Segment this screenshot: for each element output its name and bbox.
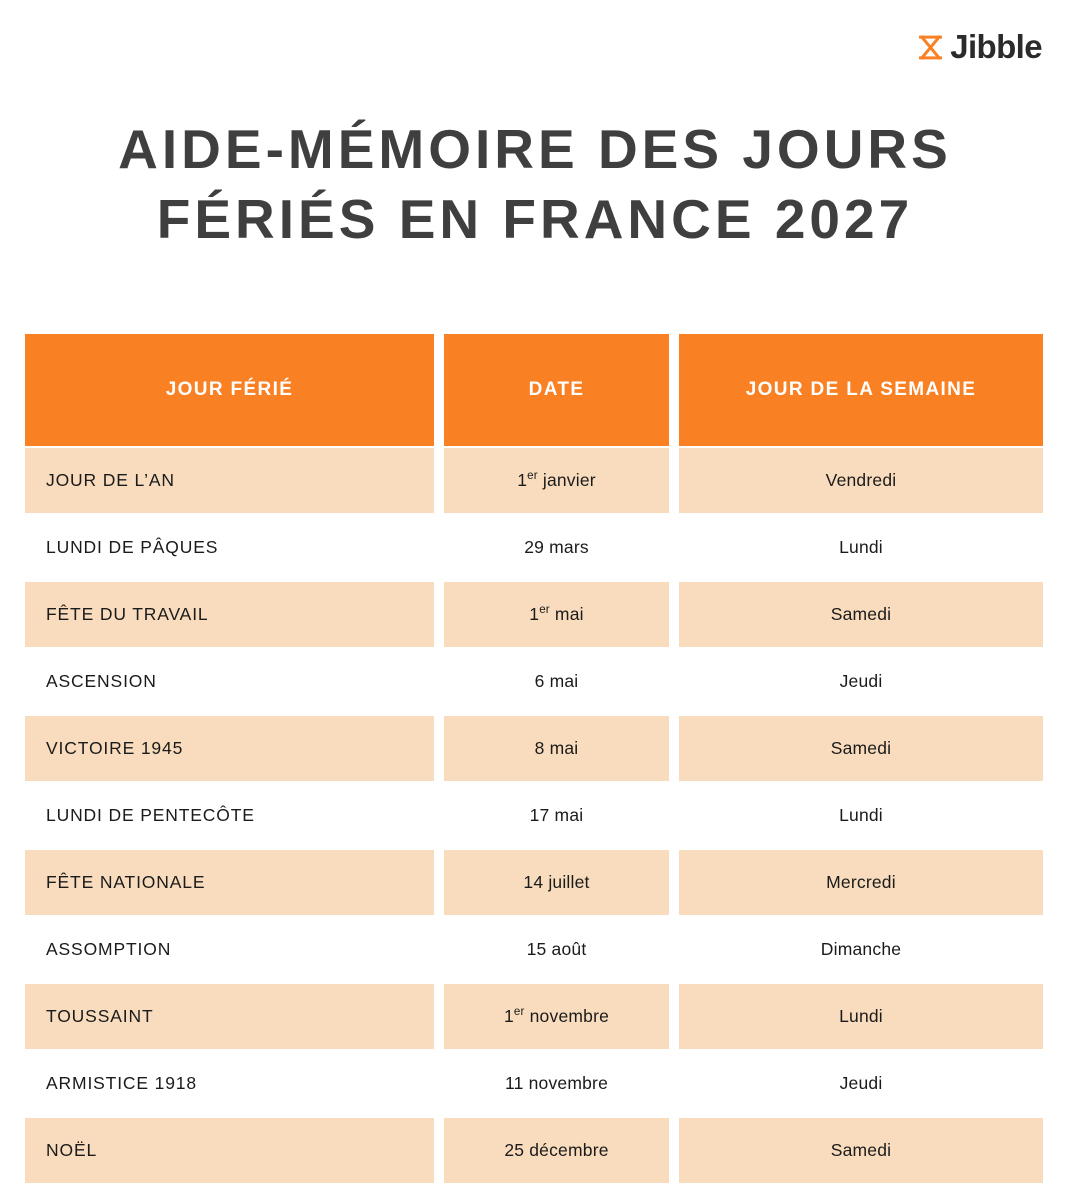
date-month: janvier bbox=[537, 470, 596, 490]
date-day-number: 1 bbox=[503, 1006, 514, 1026]
cell-holiday-name: FÊTE NATIONALE bbox=[25, 850, 434, 915]
table-row bbox=[25, 448, 1043, 513]
cell-holiday-name: LUNDI DE PENTECÔTE bbox=[25, 783, 434, 848]
cell-date: 6 mai bbox=[444, 649, 669, 714]
cell-weekday: Lundi bbox=[679, 783, 1043, 848]
cell-date: 14 juillet bbox=[444, 850, 669, 915]
cell-holiday-name: LUNDI DE PÂQUES bbox=[25, 515, 434, 580]
table-row bbox=[25, 850, 1043, 915]
cell-weekday: Samedi bbox=[679, 582, 1043, 647]
table-row bbox=[25, 649, 1043, 714]
cell-date: 15 août bbox=[444, 917, 669, 982]
column-header-weekday: JOUR DE LA SEMAINE bbox=[679, 334, 1043, 446]
cell-weekday: Jeudi bbox=[679, 1051, 1043, 1116]
date-month: mai bbox=[549, 604, 584, 624]
cell-holiday-name: TOUSSAINT bbox=[25, 984, 434, 1049]
date-ordinal-suffix: er bbox=[527, 470, 538, 483]
cell-weekday: Lundi bbox=[679, 515, 1043, 580]
date-day-number: 1 bbox=[529, 604, 540, 624]
table-body bbox=[25, 448, 1043, 1183]
cell-weekday: Samedi bbox=[679, 1118, 1043, 1183]
table-header bbox=[25, 334, 1043, 446]
cell-holiday-name: ARMISTICE 1918 bbox=[25, 1051, 434, 1116]
table-row bbox=[25, 582, 1043, 647]
cell-date bbox=[444, 582, 669, 647]
cell-weekday: Jeudi bbox=[679, 649, 1043, 714]
cell-date: 29 mars bbox=[444, 515, 669, 580]
cell-holiday-name: NOËL bbox=[25, 1118, 434, 1183]
cell-weekday: Vendredi bbox=[679, 448, 1043, 513]
table-row bbox=[25, 1118, 1043, 1183]
cell-date bbox=[444, 984, 669, 1049]
table-header-row bbox=[25, 334, 1043, 446]
cell-date bbox=[444, 448, 669, 513]
cell-holiday-name: ASCENSION bbox=[25, 649, 434, 714]
cell-holiday-name: JOUR DE L’AN bbox=[25, 448, 434, 513]
cell-holiday-name: VICTOIRE 1945 bbox=[25, 716, 434, 781]
date-ordinal-suffix: er bbox=[513, 1006, 525, 1019]
column-header-date: DATE bbox=[444, 334, 669, 446]
holidays-table bbox=[15, 332, 1053, 1185]
cell-holiday-name: ASSOMPTION bbox=[25, 917, 434, 982]
cell-weekday: Mercredi bbox=[679, 850, 1043, 915]
table-row bbox=[25, 1051, 1043, 1116]
cell-date: 11 novembre bbox=[444, 1051, 669, 1116]
jibble-logo[interactable] bbox=[916, 27, 1042, 65]
cell-weekday: Samedi bbox=[679, 716, 1043, 781]
date-month: novembre bbox=[524, 1006, 610, 1026]
table-row bbox=[25, 917, 1043, 982]
page-title: AIDE-MÉMOIRE DES JOURS FÉRIÉS EN FRANCE 2027 bbox=[118, 118, 952, 251]
table-row bbox=[25, 783, 1043, 848]
date-ordinal-suffix: er bbox=[539, 604, 550, 617]
brand-bar bbox=[0, 0, 1070, 92]
table-row bbox=[25, 515, 1043, 580]
date-day-number: 1 bbox=[517, 470, 528, 490]
brand-name: Jibble bbox=[950, 27, 1042, 65]
hourglass-icon bbox=[916, 33, 945, 62]
cell-weekday: Dimanche bbox=[679, 917, 1043, 982]
column-header-holiday: JOUR FÉRIÉ bbox=[25, 334, 434, 446]
table-row bbox=[25, 716, 1043, 781]
cell-date: 8 mai bbox=[444, 716, 669, 781]
cell-date: 17 mai bbox=[444, 783, 669, 848]
holidays-table-container bbox=[25, 334, 1043, 1183]
cell-date: 25 décembre bbox=[444, 1118, 669, 1183]
cell-holiday-name: FÊTE DU TRAVAIL bbox=[25, 582, 434, 647]
table-row bbox=[25, 984, 1043, 1049]
cell-weekday: Lundi bbox=[679, 984, 1043, 1049]
